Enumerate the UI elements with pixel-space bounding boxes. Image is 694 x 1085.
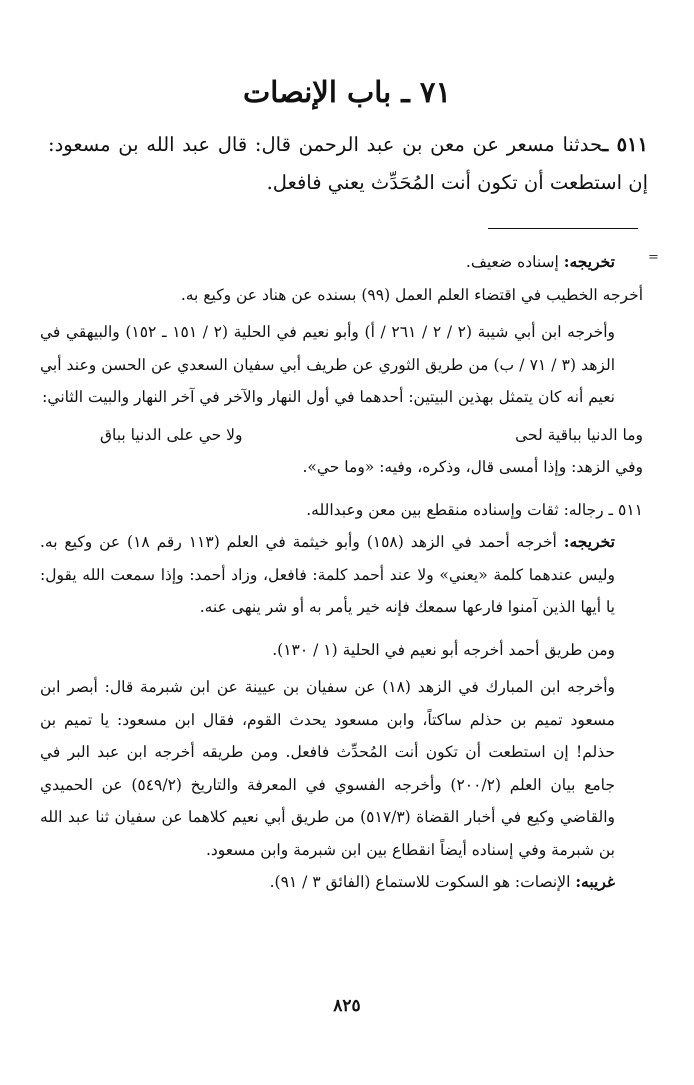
takhrij-label-2: تخريجه: <box>563 532 615 551</box>
takhrij-label: تخريجه: <box>563 252 615 271</box>
hadith-body: حدثنا مسعر عن معن بن عبد الرحمن قال: قال عبد الله بن مسعود: إن استطعت أن تكون أنت المُحَدِّث يعني فافعل. <box>48 133 648 194</box>
verse-second-hemistich: ولا حي على الدنيا بباق <box>100 425 243 444</box>
hadith-number: ٥١١ ـ <box>602 133 648 156</box>
note-khatib: أخرجه الخطيب في اقتضاء العلم العمل (٩٩) بسنده عن هناد عن وكيع به. <box>180 285 643 304</box>
verse-first-hemistich: وما الدنيا بباقية لحى <box>515 425 643 444</box>
note-ibn-abi-shaybah: وأخرجه ابن أبي شيبة (٢ / ٢ / ٢٦١ / أ) وأبو نعيم في الحلية (٢ / ١٥١ ـ ١٥٢) والبيهقي في الزهد (٣ / ٧١ / ب) من طريق الثوري عن طريف أبي سفيان السعدي عن الحسن وعند أبي نعيم أنه كان يتمثل بهذين البيتين: أحدهما في أول النهار والآخر في آخر النهار والبيت الثاني: <box>40 323 615 406</box>
rijal-note: ٥١١ ـ رجاله: ثقات وإسناده منقطع بين معن وعبدالله. <box>306 500 643 519</box>
gharib-label: غريبه: <box>575 872 615 891</box>
gharib-note: غريبه: الإنصات: هو السكوت للاستماع (الفائق ٣ / ٩١). <box>269 872 615 891</box>
footnotes <box>40 246 643 899</box>
note-ibn-mubarak: وأخرجه ابن المبارك في الزهد (١٨) عن سفيان بن عيينة عن ابن شبرمة قال: أبصر ابن مسعود تميم بن حذلم ساكتاً، وابن مسعود يحدث القوم، فقال ابن مسعود: يا تميم بن حذلم! إن استطعت أن تكون أنت المُحدِّث فافعل. ومن طريقه أخرجه ابن عبد البر في جامع بيان العلم (٢٠٠/٢) وأخرجه الفسوي في المعرفة والتاريخ (٥٤٩/٢) عن الحميدي والقاضي وكيع في أخبار القضاة (٥١٧/٣) من طريق أبي نعيم كلاهما عن سفيان ثنا عبد الله بن شبرمة وفي إسناده أيضاً انقطاع بين ابن شبرمة وابن مسعود. <box>40 678 616 859</box>
hadith-text <box>48 126 648 202</box>
page-number: ٨٢٥ <box>333 996 361 1016</box>
continuation-mark: = <box>648 250 659 265</box>
poetry-verse <box>40 419 643 452</box>
takhrij-ahmad: تخريجه: أخرجه أحمد في الزهد (١٥٨) وأبو خيثمة في العلم (١١٣ رقم ١٨) عن وكيع به. وليس عندهما كلمة «يعني» ولا عند أحمد كلمة: فافعل، وزاد أحمد: وإذا سمعت الله يقول: يا أيها الذين آمنوا فارعها سمعك فإنه خير يأمر به أو شر ينهى عنه. <box>40 532 615 616</box>
note-abu-nuaym: ومن طريق أحمد أخرجه أبو نعيم في الحلية (١ / ١٣٠). <box>272 640 615 659</box>
takhrij-weak: تخريجه: إسناده ضعيف. <box>465 252 615 271</box>
chapter-title: ٧١ ـ باب الإنصات <box>242 75 452 109</box>
footnote-divider <box>488 228 638 229</box>
note-zuhd: وفي الزهد: وإذا أمسى قال، وذكره، وفيه: «وما حي». <box>302 458 643 476</box>
